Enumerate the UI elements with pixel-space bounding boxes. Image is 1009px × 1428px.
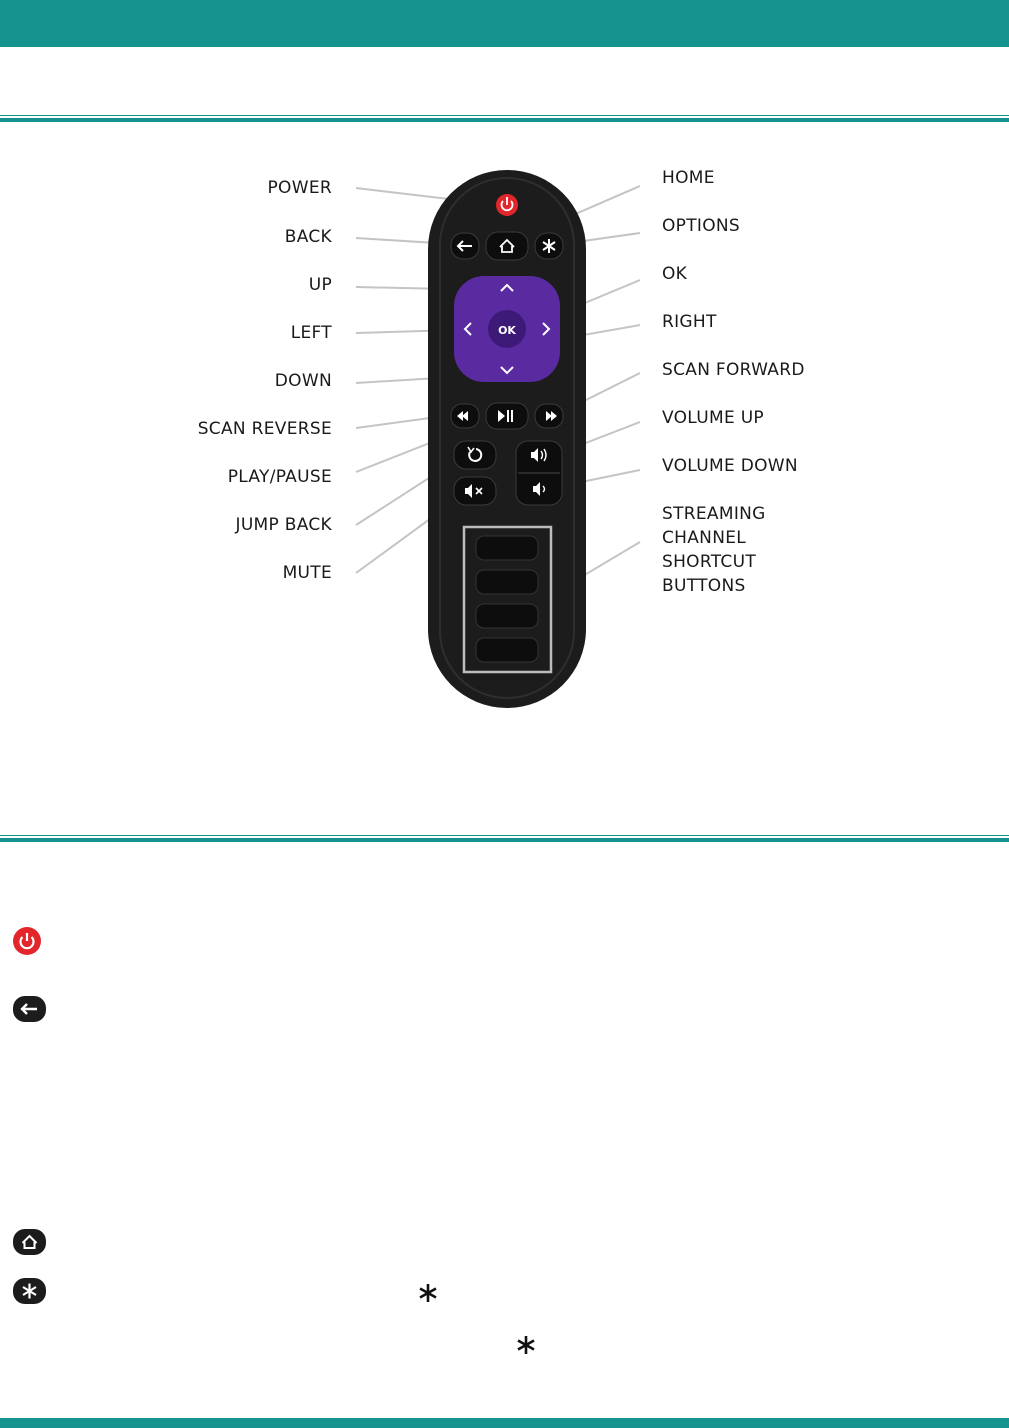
shortcut-button-3 xyxy=(476,604,538,628)
power-icon xyxy=(12,926,44,958)
footer-bar xyxy=(0,1418,1009,1428)
label-volume-down: VOLUME DOWN xyxy=(662,456,798,476)
home-icon xyxy=(12,1228,48,1256)
label-back: BACK xyxy=(284,227,332,247)
label-power: POWER xyxy=(267,178,332,198)
back-arrow-icon xyxy=(12,995,48,1023)
label-up: UP xyxy=(308,275,332,295)
dpad xyxy=(454,276,560,382)
mute-button xyxy=(454,477,496,505)
label-play-pause: PLAY/PAUSE xyxy=(227,467,332,487)
shortcut-button-1 xyxy=(476,536,538,560)
section-divider-middle xyxy=(0,835,1009,842)
shortcut-button-4 xyxy=(476,638,538,662)
label-ok: OK xyxy=(662,264,688,284)
label-jump-back: JUMP BACK xyxy=(235,515,332,535)
label-scan-forward: SCAN FORWARD xyxy=(662,360,805,380)
label-volume-up: VOLUME UP xyxy=(662,408,764,428)
label-home: HOME xyxy=(662,168,715,188)
label-streaming: STREAMING xyxy=(662,504,766,524)
inline-star-icon xyxy=(418,1283,438,1303)
options-star-icon xyxy=(12,1277,48,1305)
ok-button-label: OK xyxy=(498,324,516,337)
home-button xyxy=(486,232,528,260)
label-shortcut: SHORTCUT xyxy=(662,552,757,572)
label-scan-reverse: SCAN REVERSE xyxy=(197,419,332,439)
label-mute: MUTE xyxy=(282,563,332,583)
inline-star-icon xyxy=(516,1335,536,1355)
label-buttons: BUTTONS xyxy=(662,576,746,596)
shortcut-button-2 xyxy=(476,570,538,594)
jump-back-button xyxy=(454,441,496,469)
label-channel: CHANNEL xyxy=(662,528,747,548)
label-right: RIGHT xyxy=(662,312,717,332)
label-down: DOWN xyxy=(274,371,332,391)
label-left: LEFT xyxy=(290,323,332,343)
label-options: OPTIONS xyxy=(662,216,741,236)
